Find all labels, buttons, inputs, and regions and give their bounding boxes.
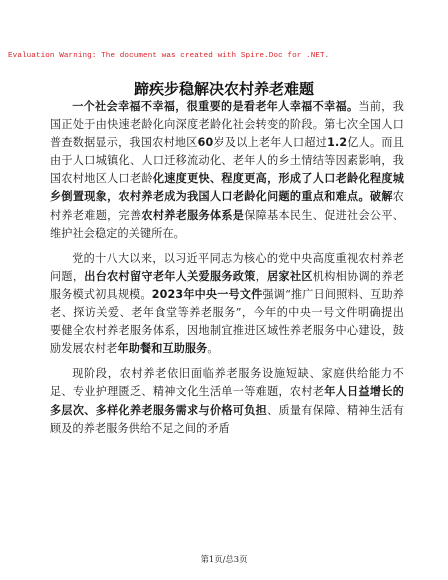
p2-s1: 党的十八大以来，以习近平同志为核心的党中央高度重视农村养老问题， [50, 251, 404, 283]
p3-s3: 、质量有保障、精神生活有顾及的养老服务供给不足之间的矛盾 [50, 403, 404, 435]
p3-s1: 现阶段，农村养老依旧面临养老服务设施短缺、家庭供给能力不足、专业护理匮乏、精神文化生活单一等难题，农村老 [50, 367, 404, 399]
p2-s2: 出台农村留守老年人关爱服务政策 [84, 269, 256, 283]
p1-s4: 岁及以上老年人口超过 [213, 136, 328, 150]
p2-s9: 。 [207, 342, 219, 356]
p2-s4: 居家社区 [267, 269, 313, 283]
p1-s6: 亿人。而且由于人口城镇化、人口迁移流动化、老年人的乡土情结等因素影响，我国农村地区人口老龄 [50, 136, 404, 186]
p3-s2: 年人日益增长的多层次、多样化养老服务需求与价格可负担 [50, 385, 404, 417]
p2-s6: 2023年中央一号文件 [151, 287, 263, 301]
paragraph-1 [50, 98, 404, 243]
p2-s3: ， [255, 269, 268, 283]
p1-s5: 1.2 [327, 136, 348, 150]
paragraph-2 [50, 250, 404, 359]
p1-s9: 农村养老服务体系是 [141, 208, 245, 222]
page-footer: 第1页/总3页 [200, 554, 248, 564]
paragraph-3 [50, 365, 404, 437]
document-title: 蹄疾步稳解决农村养老难题 [133, 80, 314, 98]
p1-s2: 当前，我国正处于由快速老龄化向深度老龄化社会转变的阶段。第七次全国人口普查数据显示，我国农村地区 [50, 100, 404, 150]
p1-s1: 一个社会幸福不幸福，很重要的是看老年人幸福不幸福。 [72, 100, 359, 113]
p1-s7: 化速度更快、程度更高，形成了人口老龄化程度城乡倒置现象，农村养老成为我国人口老龄化问题的重点和难点。破解 [50, 172, 404, 204]
p1-s10: 保障基本民生、促进社会公平、维护社会稳定的关键所在。 [50, 208, 404, 240]
document-body [50, 98, 404, 438]
p2-s8: 年助餐和互助服务 [117, 342, 208, 356]
p2-s5: 机构相协调的养老服务模式初具规模。 [50, 269, 405, 301]
p1-s8: 农村养老难题，完善 [50, 190, 404, 222]
p2-s7: 强调“推广日间照料、互助养老、探访关爱、老年食堂等养老服务”，今年的中央一号文件明确提出要健全农村养老服务体系，因地制宜推进区域性养老服务中心建设，鼓励发展农村老 [50, 287, 405, 356]
evaluation-warning: Evaluation Warning: The document was created with Spire.Doc for .NET. [8, 52, 330, 60]
p1-s3: 60 [197, 136, 214, 150]
